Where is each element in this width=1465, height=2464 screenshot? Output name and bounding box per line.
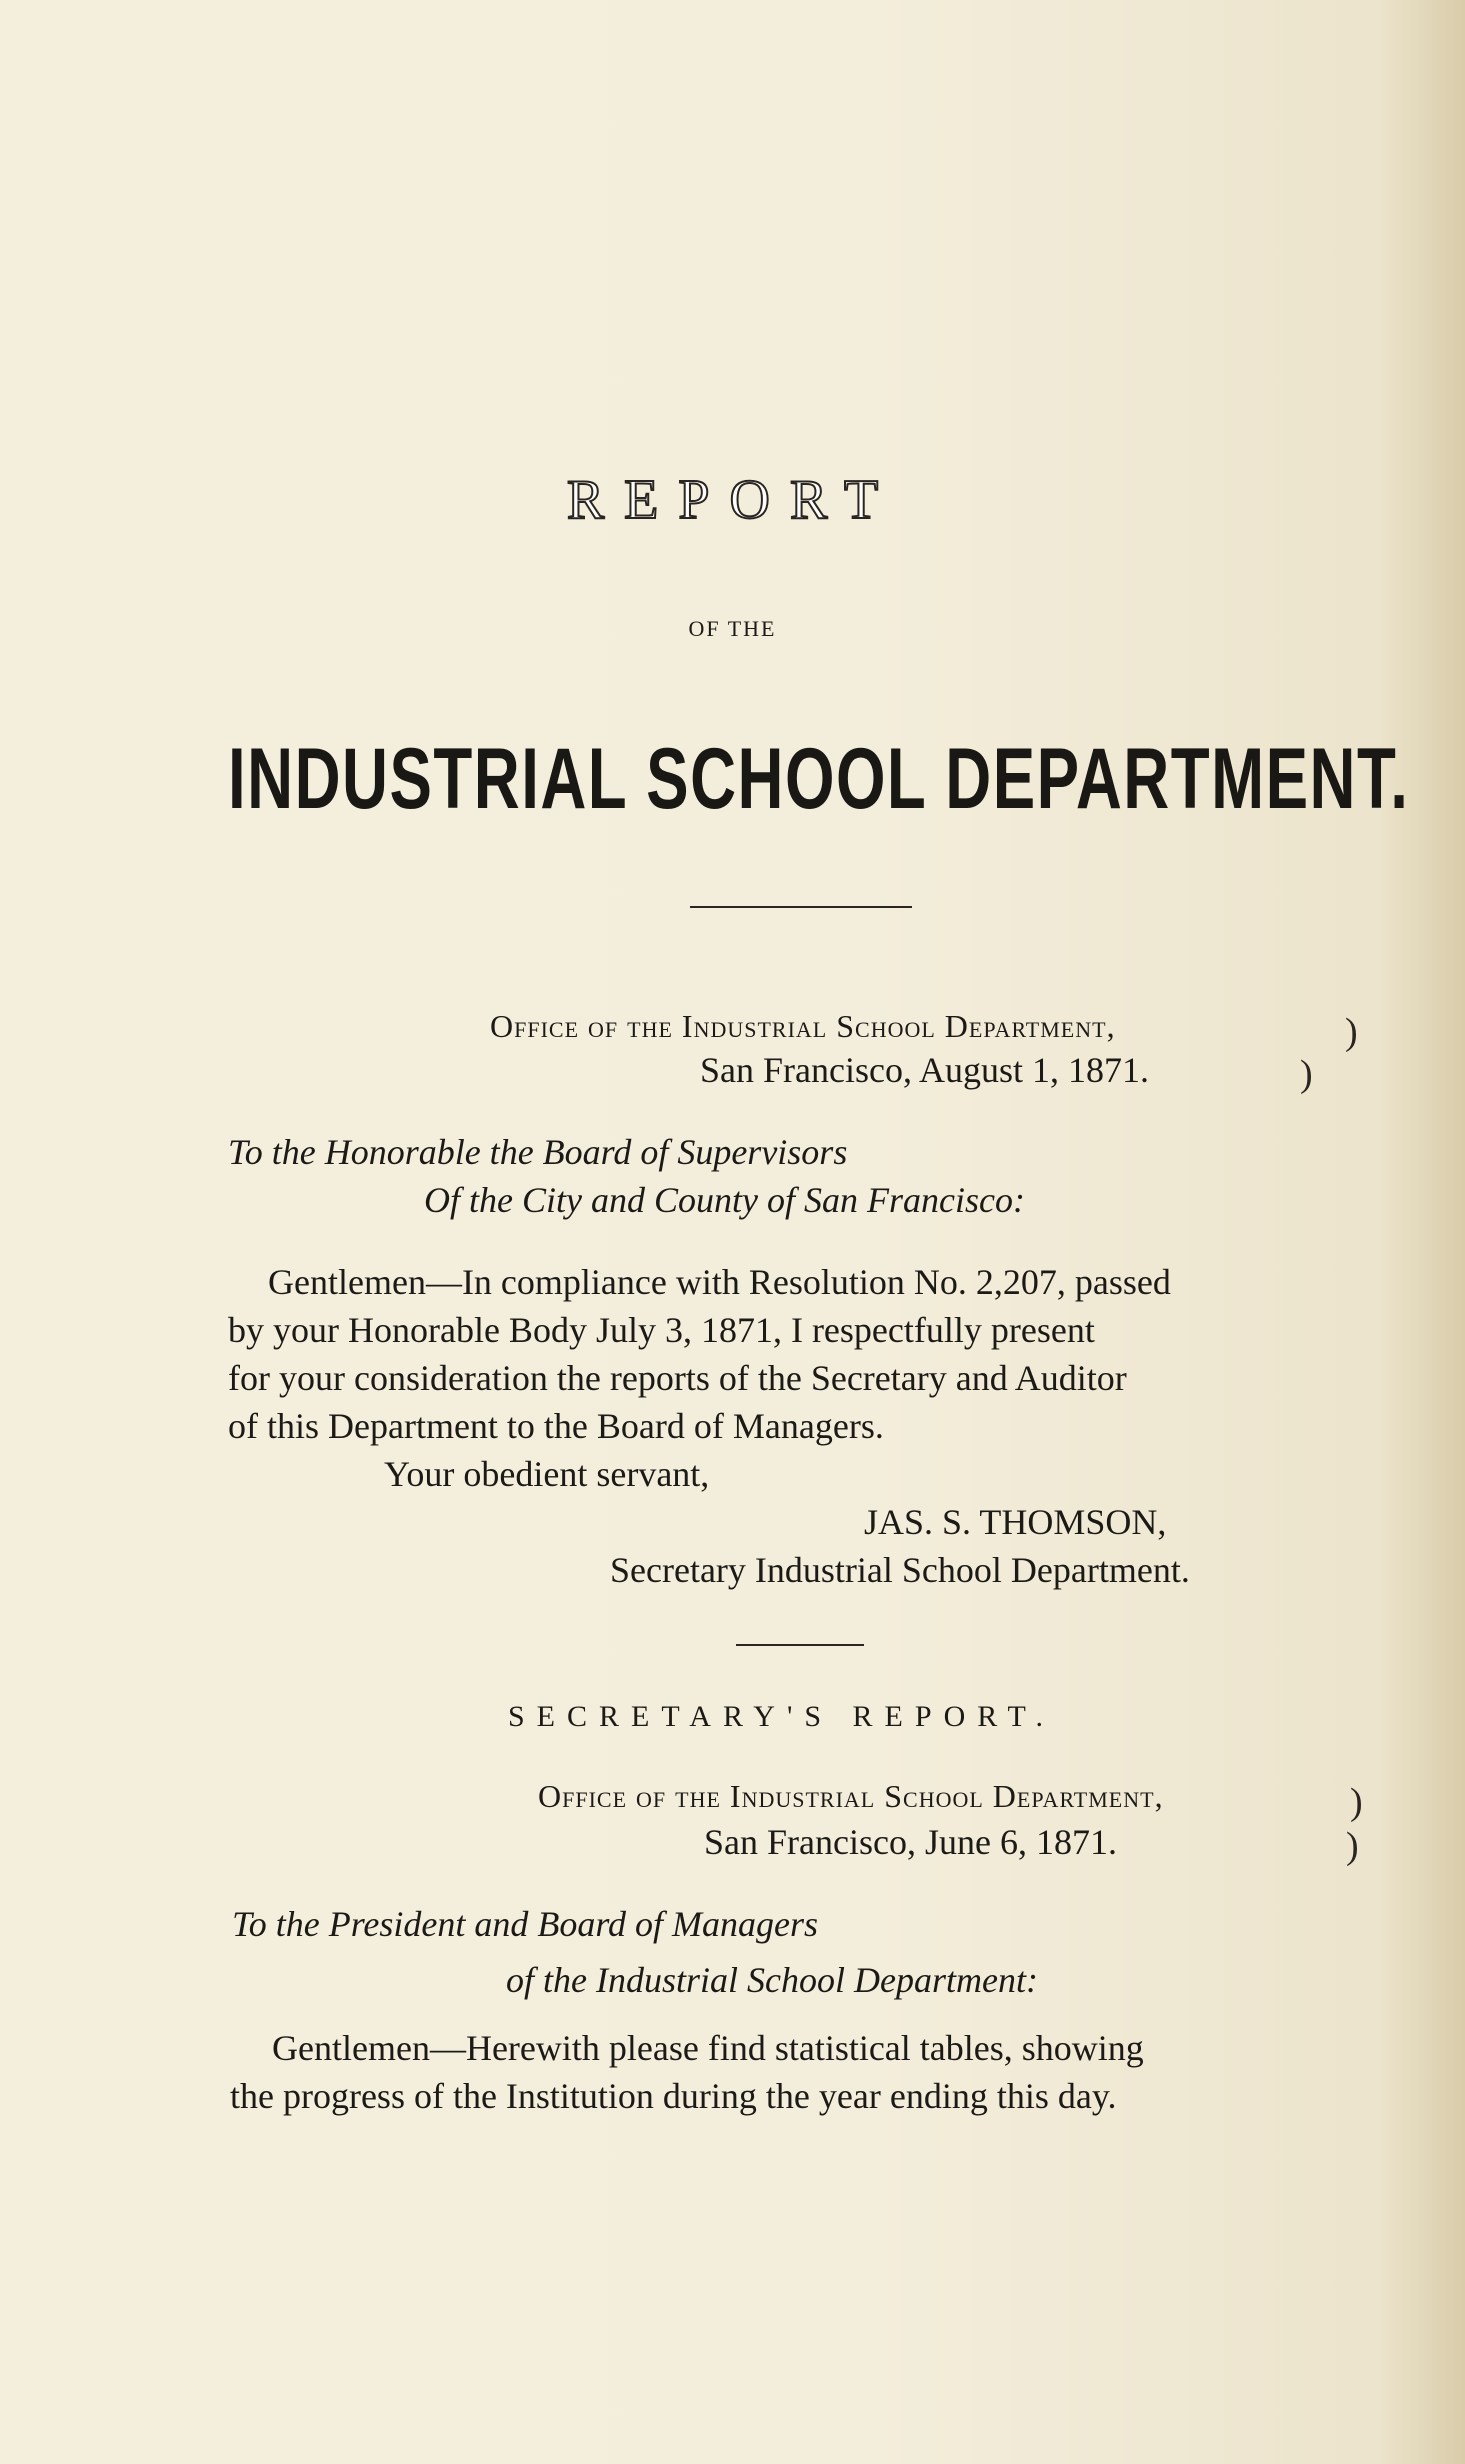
salutation-line-3: To the President and Board of Managers (232, 1904, 818, 1944)
body-line-3: for your consideration the reports of the Secretary and Auditor (228, 1358, 1127, 1398)
signature-name: JAS. S. THOMSON, (864, 1502, 1167, 1542)
divider-rule-2 (736, 1644, 864, 1646)
secretary-report-heading: SECRETARY'S REPORT. (508, 1700, 1056, 1733)
report-heading: REPORT (566, 469, 899, 531)
closing-line: Your obedient servant, (384, 1454, 710, 1494)
brace-right-2: ) (1346, 1825, 1359, 1867)
body-line-1: Gentlemen—In compliance with Resolution No. 2,207, passed (268, 1262, 1171, 1302)
body-line-2: by your Honorable Body July 3, 1871, I respectfully present (228, 1310, 1095, 1350)
office-line-2: Office of the Industrial School Department, (538, 1778, 1164, 1814)
date-line-2: San Francisco, June 6, 1871. (704, 1822, 1117, 1862)
office-line: Office of the Industrial School Department, (490, 1008, 1116, 1044)
divider-rule (690, 906, 912, 908)
department-title: INDUSTRIAL SCHOOL DEPARTMENT. (228, 731, 1410, 827)
signature-title: Secretary Industrial School Department. (610, 1550, 1190, 1590)
brace-right: ) (1300, 1053, 1313, 1095)
brace-left-2: ) (1350, 1781, 1363, 1823)
salutation-line-2: Of the City and County of San Francisco: (424, 1180, 1025, 1220)
brace-left: ) (1345, 1011, 1358, 1053)
of-the-label: OF THE (688, 616, 777, 641)
salutation-line-1: To the Honorable the Board of Supervisors (228, 1132, 848, 1172)
body-line-4: of this Department to the Board of Managers. (228, 1406, 884, 1446)
date-line: San Francisco, August 1, 1871. (700, 1050, 1149, 1090)
body-line-6: the progress of the Institution during the year ending this day. (230, 2076, 1117, 2116)
salutation-line-4: of the Industrial School Department: (506, 1960, 1038, 2000)
body-line-5: Gentlemen—Herewith please find statistical tables, showing (272, 2028, 1144, 2068)
